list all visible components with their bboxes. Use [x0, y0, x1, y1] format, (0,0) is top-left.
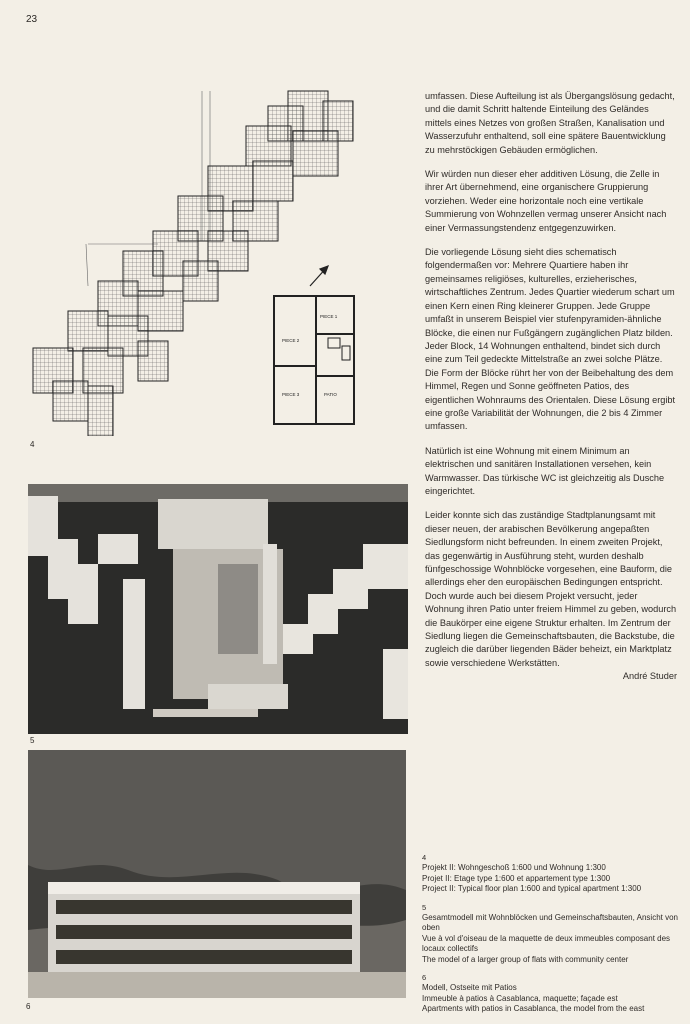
paragraph: Die vorliegende Lösung sieht dies schematisch folgendermaßen vor: Mehrere Quartiere haben ihr gemeinsames religiöses, kulturelles, erzieherisches, wirtschaftliches Zentrum. Jedes Quartier wiederum schart um einen Kern einen Ring kleinerer Gruppen. Jede Gruppe umfaßt in unserem Beispiel vier stufenpyramiden-ähnliche Blöcke, die einen nur Fußgängern zugänglichen Platz bilden. Jeder Block, 14 Wohnungen enthaltend, bindet sich durch eine zum Teil gedeckte Mittelstraße an zwei solche Plätze. Die Form der Blöcke rührt her von der Beibehaltung des dem Himmel, Regen und Sonne geöffneten Patios, des eigentlichen Wohnraums des Orientalen. Diese Lösung ergibt eine große Variabilität der Wohnungen, die 2 bis 4 Zimmer umfassen.	[425, 247, 676, 432]
caption-line: Apartments with patios in Casablanca, the model from the east	[422, 1004, 645, 1014]
caption-number: 4	[422, 853, 427, 862]
caption-line: The model of a larger group of flats with community center	[422, 954, 629, 964]
site-plan-drawing	[28, 86, 368, 436]
caption-line: Project II: Typical floor plan 1:600 and typical apartment 1:300	[422, 884, 642, 894]
figure-5-model-photo	[28, 484, 408, 734]
north-arrow-icon	[310, 266, 328, 286]
figure-captions	[422, 853, 682, 1023]
paragraph: umfassen. Diese Aufteilung ist als Übergangslösung gedacht, und die damit Schritt haltende Einteilung des Geländes mittels eines Netzes von großen Straßen, Kanalisation und Wasserzufuhr enthaltend, soll eine spätere Bauentwicklung zu mehrstöckigen Gebäuden ermöglichen.	[425, 91, 675, 155]
page-number: 23	[26, 14, 38, 25]
caption-4	[422, 853, 682, 895]
caption-number: 5	[422, 902, 427, 912]
label-piece-2: PIECE 2	[282, 338, 300, 343]
label-piece-1: PIECE 1	[320, 314, 338, 319]
figure-6-model-photo	[28, 750, 406, 998]
caption-line: Projekt II: Wohngeschoß 1:600 und Wohnung 1:300	[422, 863, 606, 873]
caption-6	[422, 973, 682, 1015]
caption-line: Immeuble à patios à Casablanca, maquette; façade est	[422, 993, 618, 1003]
caption-number: 6	[422, 973, 427, 983]
figure-5-number: 5	[30, 736, 35, 745]
label-patio: PATIO	[324, 392, 337, 397]
figure-4-floor-plan	[28, 86, 368, 436]
article-body	[425, 90, 677, 684]
caption-line: Vue à vol d'oiseau de la maquette de deux immeubles composant des locaux collectifs	[422, 933, 671, 954]
paragraph: Wir würden nun dieser eher additiven Lösung, die Zelle in ihrer Art übernehmend, eine organischere Gruppierung vorziehen. Weder eine horizontale noch eine vertikale Summierung von Wohnzellen vermag unserer Ansicht nach einer Vermassungstendenz entgegenzuwirken.	[425, 169, 667, 233]
model-aerial-image	[28, 484, 408, 734]
paragraph: Natürlich ist eine Wohnung mit einem Minimum an elektrischen und sanitären Installationen versehen, kein Warmwasser. Das türkische WC ist gleichzeitig als Dusche eingerichtet.	[425, 445, 665, 496]
caption-line: Projet II: Etage type 1:600 et appartement type 1:300	[422, 873, 611, 883]
apartment-plan	[274, 296, 354, 424]
model-facade-image	[28, 750, 406, 998]
caption-line: Gesamtmodell mit Wohnblöcken und Gemeinschaftsbauten, Ansicht von oben	[422, 913, 678, 933]
paragraph: Leider konnte sich das zuständige Stadtplanungsamt mit dieser neuen, der arabischen Bevölkerung angepaßten Siedlungsform nicht befreunden. In einem zweiten Projekt, das gegenwärtig in Ausführung steht, wurden deshalb fünfgeschossige Wohnblöcke vorgesehen, eine Bauform, die allerdings eher den europäischen Bedingungen entspricht. Doch wurde auch bei diesem Projekt versucht, jeder Wohnung ihren Patio unter freiem Himmel zu geben, wodurch die Baukörper eine eigene Struktur erhalten. Im Zentrum der Siedlung liegen die Gemeinschaftsbauten, die Backstube, die zugleich die darüber liegenden Bäder beheizt, ein Marktplatz sowie verschiedene Werkstätten.	[425, 510, 677, 668]
caption-5	[422, 903, 682, 965]
figure-6-number: 6	[26, 1002, 31, 1011]
label-piece-3: PIECE 3	[282, 392, 300, 397]
figure-4-number: 4	[30, 440, 35, 449]
caption-line: Modell, Ostseite mit Patios	[422, 983, 517, 993]
housing-blocks	[33, 91, 353, 436]
author-name: André Studer	[622, 671, 677, 682]
